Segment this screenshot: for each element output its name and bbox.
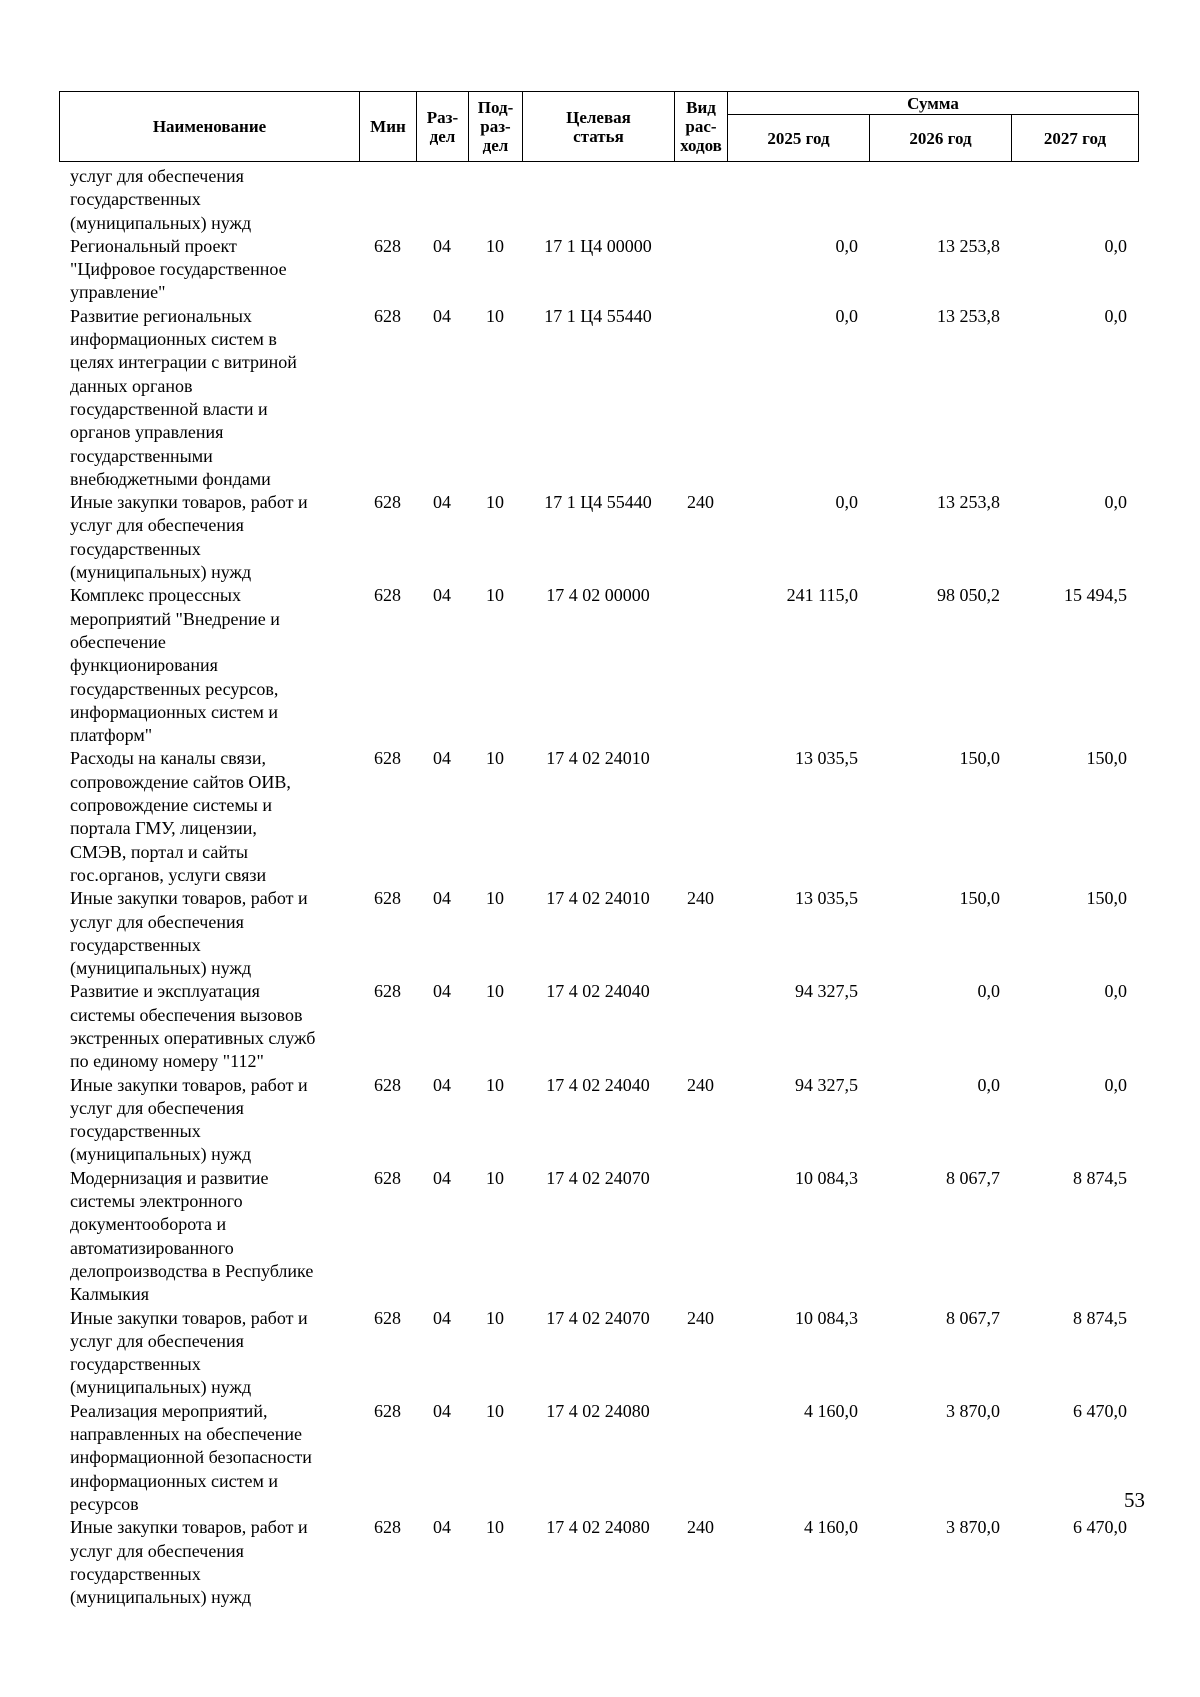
row-name-line: Иные закупки товаров, работ и xyxy=(70,1074,308,1095)
row-name-line: функционирования xyxy=(70,655,218,676)
row-name xyxy=(59,305,359,491)
row-name xyxy=(59,165,359,235)
header-razdel xyxy=(417,92,469,162)
row-sum-2025: 13 035,5 xyxy=(795,888,858,909)
row-subsection-code: 10 xyxy=(486,585,504,606)
header-razdel-line: Раз- xyxy=(426,107,459,127)
row-sum-2026: 13 253,8 xyxy=(937,492,1000,513)
row-sum-2027: 6 470,0 xyxy=(1073,1517,1127,1538)
row-sum-2026: 3 870,0 xyxy=(946,1517,1000,1538)
row-name-line: (муниципальных) нужд xyxy=(70,562,252,583)
row-sum-2027: 15 494,5 xyxy=(1064,585,1127,606)
row-name-line: экстренных оперативных служб xyxy=(70,1027,316,1048)
row-sum-2026: 8 067,7 xyxy=(946,1307,1000,1328)
header-vid-line: ходов xyxy=(680,136,722,155)
row-name-line: Модернизация и развитие xyxy=(70,1167,269,1188)
row-expense-type: 240 xyxy=(687,1307,714,1328)
table-row xyxy=(59,235,1146,305)
row-name-line: государственных xyxy=(70,1121,201,1142)
row-subsection-code: 10 xyxy=(486,235,504,256)
row-sum-2027: 6 470,0 xyxy=(1073,1400,1127,1421)
row-name-line: (муниципальных) нужд xyxy=(70,1377,252,1398)
row-section-code: 04 xyxy=(433,235,451,256)
row-sum-2025: 94 327,5 xyxy=(795,981,858,1002)
row-expense-type: 240 xyxy=(687,492,714,513)
row-name-line: органов управления xyxy=(70,422,224,443)
row-ministry-code: 628 xyxy=(374,1400,401,1421)
row-name xyxy=(59,1074,359,1167)
table-row xyxy=(59,887,1146,980)
row-section-code: 04 xyxy=(433,1074,451,1095)
row-sum-2025: 13 035,5 xyxy=(795,748,858,769)
table-row xyxy=(59,1074,1146,1167)
row-sum-2026: 150,0 xyxy=(959,748,1000,769)
row-target-article: 17 4 02 24080 xyxy=(546,1517,650,1538)
row-subsection-code: 10 xyxy=(486,1074,504,1095)
row-name-line: Иные закупки товаров, работ и xyxy=(70,492,308,513)
header-celevaya xyxy=(523,92,675,162)
row-name-line: направленных на обеспечение xyxy=(70,1424,303,1445)
row-sum-2026: 98 050,2 xyxy=(937,585,1000,606)
row-name-line: (муниципальных) нужд xyxy=(70,1144,252,1165)
table-row xyxy=(59,1307,1146,1400)
row-sum-2026: 0,0 xyxy=(977,1074,1000,1095)
row-ministry-code: 628 xyxy=(374,492,401,513)
row-name-line: Реализация мероприятий, xyxy=(70,1400,268,1421)
table-row xyxy=(59,165,1146,235)
row-target-article: 17 4 02 24010 xyxy=(546,888,650,909)
row-name-line: услуг для обеспечения xyxy=(70,1097,244,1118)
row-sum-2026: 3 870,0 xyxy=(946,1400,1000,1421)
row-name-line: (муниципальных) нужд xyxy=(70,958,252,979)
row-sum-2027: 0,0 xyxy=(1104,235,1127,256)
row-name-line: Калмыкия xyxy=(70,1284,150,1305)
row-subsection-code: 10 xyxy=(486,1307,504,1328)
row-sum-2027: 0,0 xyxy=(1104,305,1127,326)
header-vid-line: Вид xyxy=(686,98,716,117)
header-year-2027: 2027 год xyxy=(1012,115,1139,162)
row-name-line: данных органов xyxy=(70,375,193,396)
row-section-code: 04 xyxy=(433,981,451,1002)
row-subsection-code: 10 xyxy=(486,305,504,326)
row-name xyxy=(59,1307,359,1400)
row-sum-2025: 4 160,0 xyxy=(804,1400,858,1421)
header-podrazdel-line: раз- xyxy=(480,117,511,136)
row-name-line: информационных систем в xyxy=(70,329,277,350)
table-body xyxy=(59,165,1146,1609)
row-name-line: "Цифровое государственное xyxy=(70,259,287,280)
row-name-line: делопроизводства в Республике xyxy=(70,1260,314,1281)
row-name-line: ресурсов xyxy=(70,1493,139,1514)
row-name-line: государственных xyxy=(70,189,201,210)
row-target-article: 17 4 02 24040 xyxy=(546,981,650,1002)
row-name-line: услуг для обеспечения xyxy=(70,166,244,186)
row-ministry-code: 628 xyxy=(374,888,401,909)
row-sum-2025: 0,0 xyxy=(835,305,858,326)
header-min: Мин xyxy=(360,92,417,162)
table-row xyxy=(59,1167,1146,1307)
page-number: 53 xyxy=(1124,1488,1145,1512)
row-name xyxy=(59,1400,359,1516)
header-vid xyxy=(675,92,728,162)
row-target-article: 17 1 Ц4 55440 xyxy=(544,305,652,326)
table-row xyxy=(59,584,1146,747)
row-sum-2025: 4 160,0 xyxy=(804,1517,858,1538)
row-sum-2025: 94 327,5 xyxy=(795,1074,858,1095)
row-expense-type: 240 xyxy=(687,1074,714,1095)
row-section-code: 04 xyxy=(433,1400,451,1421)
row-name xyxy=(59,1516,359,1609)
row-name-line: государственных xyxy=(70,1354,201,1375)
header-podrazdel-line: дел xyxy=(482,136,509,155)
row-name-line: по единому номеру "112" xyxy=(70,1051,264,1072)
row-ministry-code: 628 xyxy=(374,1517,401,1538)
row-name-line: системы обеспечения вызовов xyxy=(70,1004,303,1025)
row-name-line: услуг для обеспечения xyxy=(70,1330,244,1351)
row-name-line: Расходы на каналы связи, xyxy=(70,748,267,769)
row-expense-type: 240 xyxy=(687,1517,714,1538)
row-name-line: системы электронного xyxy=(70,1191,243,1212)
row-ministry-code: 628 xyxy=(374,305,401,326)
table-row xyxy=(59,1516,1146,1609)
row-subsection-code: 10 xyxy=(486,1400,504,1421)
row-name-line: управление" xyxy=(70,282,166,303)
header-summa: Сумма xyxy=(728,92,1139,115)
header-celevaya-line: статья xyxy=(573,126,624,146)
row-sum-2027: 8 874,5 xyxy=(1073,1167,1127,1188)
row-subsection-code: 10 xyxy=(486,888,504,909)
row-ministry-code: 628 xyxy=(374,981,401,1002)
row-name-line: СМЭВ, портал и сайты xyxy=(70,841,248,862)
header-year-2026: 2026 год xyxy=(870,115,1012,162)
row-name xyxy=(59,747,359,887)
row-ministry-code: 628 xyxy=(374,748,401,769)
row-sum-2027: 8 874,5 xyxy=(1073,1307,1127,1328)
row-name-line: Комплекс процессных xyxy=(70,585,241,606)
row-sum-2027: 0,0 xyxy=(1104,492,1127,513)
row-subsection-code: 10 xyxy=(486,748,504,769)
row-expense-type: 240 xyxy=(687,888,714,909)
row-section-code: 04 xyxy=(433,1517,451,1538)
row-ministry-code: 628 xyxy=(374,1307,401,1328)
row-sum-2026: 150,0 xyxy=(959,888,1000,909)
row-name-line: Иные закупки товаров, работ и xyxy=(70,1307,308,1328)
row-name-line: Развитие и эксплуатация xyxy=(70,981,260,1002)
row-ministry-code: 628 xyxy=(374,585,401,606)
row-sum-2027: 0,0 xyxy=(1104,981,1127,1002)
row-name-line: Региональный проект xyxy=(70,235,237,256)
row-name-line: услуг для обеспечения xyxy=(70,911,244,932)
row-section-code: 04 xyxy=(433,305,451,326)
row-name-line: информационной безопасности xyxy=(70,1447,312,1468)
header-podrazdel-line: Под- xyxy=(477,98,514,117)
row-ministry-code: 628 xyxy=(374,1167,401,1188)
row-name-line: государственных xyxy=(70,1563,201,1584)
row-target-article: 17 1 Ц4 55440 xyxy=(544,492,652,513)
row-name xyxy=(59,887,359,980)
row-name-line: государственными xyxy=(70,445,213,466)
row-name-line: Иные закупки товаров, работ и xyxy=(70,1517,308,1538)
table-row xyxy=(59,980,1146,1073)
row-subsection-code: 10 xyxy=(486,1167,504,1188)
row-name-line: внебюджетными фондами xyxy=(70,468,271,489)
row-sum-2026: 8 067,7 xyxy=(946,1167,1000,1188)
row-sum-2027: 150,0 xyxy=(1086,748,1127,769)
row-subsection-code: 10 xyxy=(486,492,504,513)
row-name-line: Иные закупки товаров, работ и xyxy=(70,888,308,909)
row-name xyxy=(59,1167,359,1307)
row-name-line: услуг для обеспечения xyxy=(70,1540,244,1561)
row-ministry-code: 628 xyxy=(374,235,401,256)
row-name-line: сопровождение системы и xyxy=(70,795,272,816)
row-sum-2026: 13 253,8 xyxy=(937,235,1000,256)
row-name-line: информационных систем и xyxy=(70,1470,279,1491)
row-target-article: 17 4 02 24010 xyxy=(546,748,650,769)
header-year-2025: 2025 год xyxy=(728,115,870,162)
row-target-article: 17 4 02 24080 xyxy=(546,1400,650,1421)
row-name-line: государственных ресурсов, xyxy=(70,678,279,699)
row-sum-2025: 241 115,0 xyxy=(786,585,858,606)
row-name-line: гос.органов, услуги связи xyxy=(70,864,267,885)
row-target-article: 17 4 02 00000 xyxy=(546,585,650,606)
row-name-line: мероприятий "Внедрение и xyxy=(70,608,280,629)
row-section-code: 04 xyxy=(433,1307,451,1328)
header-vid-line: рас- xyxy=(685,117,717,136)
row-target-article: 17 4 02 24070 xyxy=(546,1167,650,1188)
table-header xyxy=(59,91,1139,162)
row-name-line: Развитие региональных xyxy=(70,305,252,326)
row-target-article: 17 4 02 24040 xyxy=(546,1074,650,1095)
header-name: Наименование xyxy=(60,92,360,162)
row-name-line: обеспечение xyxy=(70,631,166,652)
row-name-line: государственной власти и xyxy=(70,398,268,419)
row-section-code: 04 xyxy=(433,585,451,606)
row-name-line: сопровождение сайтов ОИВ, xyxy=(70,771,291,792)
table-row xyxy=(59,1400,1146,1516)
row-section-code: 04 xyxy=(433,888,451,909)
row-sum-2026: 0,0 xyxy=(977,981,1000,1002)
header-podrazdel xyxy=(469,92,523,162)
row-sum-2025: 10 084,3 xyxy=(795,1307,858,1328)
row-target-article: 17 4 02 24070 xyxy=(546,1307,650,1328)
row-section-code: 04 xyxy=(433,492,451,513)
row-name-line: автоматизированного xyxy=(70,1237,234,1258)
table-row xyxy=(59,747,1146,887)
row-name xyxy=(59,980,359,1073)
row-name xyxy=(59,235,359,305)
header-razdel-line: дел xyxy=(429,126,456,146)
row-name-line: (муниципальных) нужд xyxy=(70,1587,252,1608)
row-name-line: документооборота и xyxy=(70,1214,227,1235)
row-sum-2025: 0,0 xyxy=(835,492,858,513)
row-sum-2026: 13 253,8 xyxy=(937,305,1000,326)
row-name-line: платформ" xyxy=(70,725,153,746)
row-sum-2025: 0,0 xyxy=(835,235,858,256)
table-row xyxy=(59,491,1146,584)
table-row xyxy=(59,305,1146,491)
row-sum-2027: 0,0 xyxy=(1104,1074,1127,1095)
row-name xyxy=(59,491,359,584)
row-name-line: государственных xyxy=(70,538,201,559)
row-subsection-code: 10 xyxy=(486,981,504,1002)
row-name-line: информационных систем и xyxy=(70,701,279,722)
row-sum-2027: 150,0 xyxy=(1086,888,1127,909)
row-sum-2025: 10 084,3 xyxy=(795,1167,858,1188)
row-name-line: целях интеграции с витриной xyxy=(70,352,297,373)
row-target-article: 17 1 Ц4 00000 xyxy=(544,235,652,256)
row-section-code: 04 xyxy=(433,748,451,769)
row-section-code: 04 xyxy=(433,1167,451,1188)
row-name-line: услуг для обеспечения xyxy=(70,515,244,536)
row-name-line: портала ГМУ, лицензии, xyxy=(70,818,257,839)
row-subsection-code: 10 xyxy=(486,1517,504,1538)
row-ministry-code: 628 xyxy=(374,1074,401,1095)
row-name-line: (муниципальных) нужд xyxy=(70,212,252,233)
row-name xyxy=(59,584,359,747)
header-celevaya-line: Целевая xyxy=(566,107,631,127)
row-name-line: государственных xyxy=(70,934,201,955)
